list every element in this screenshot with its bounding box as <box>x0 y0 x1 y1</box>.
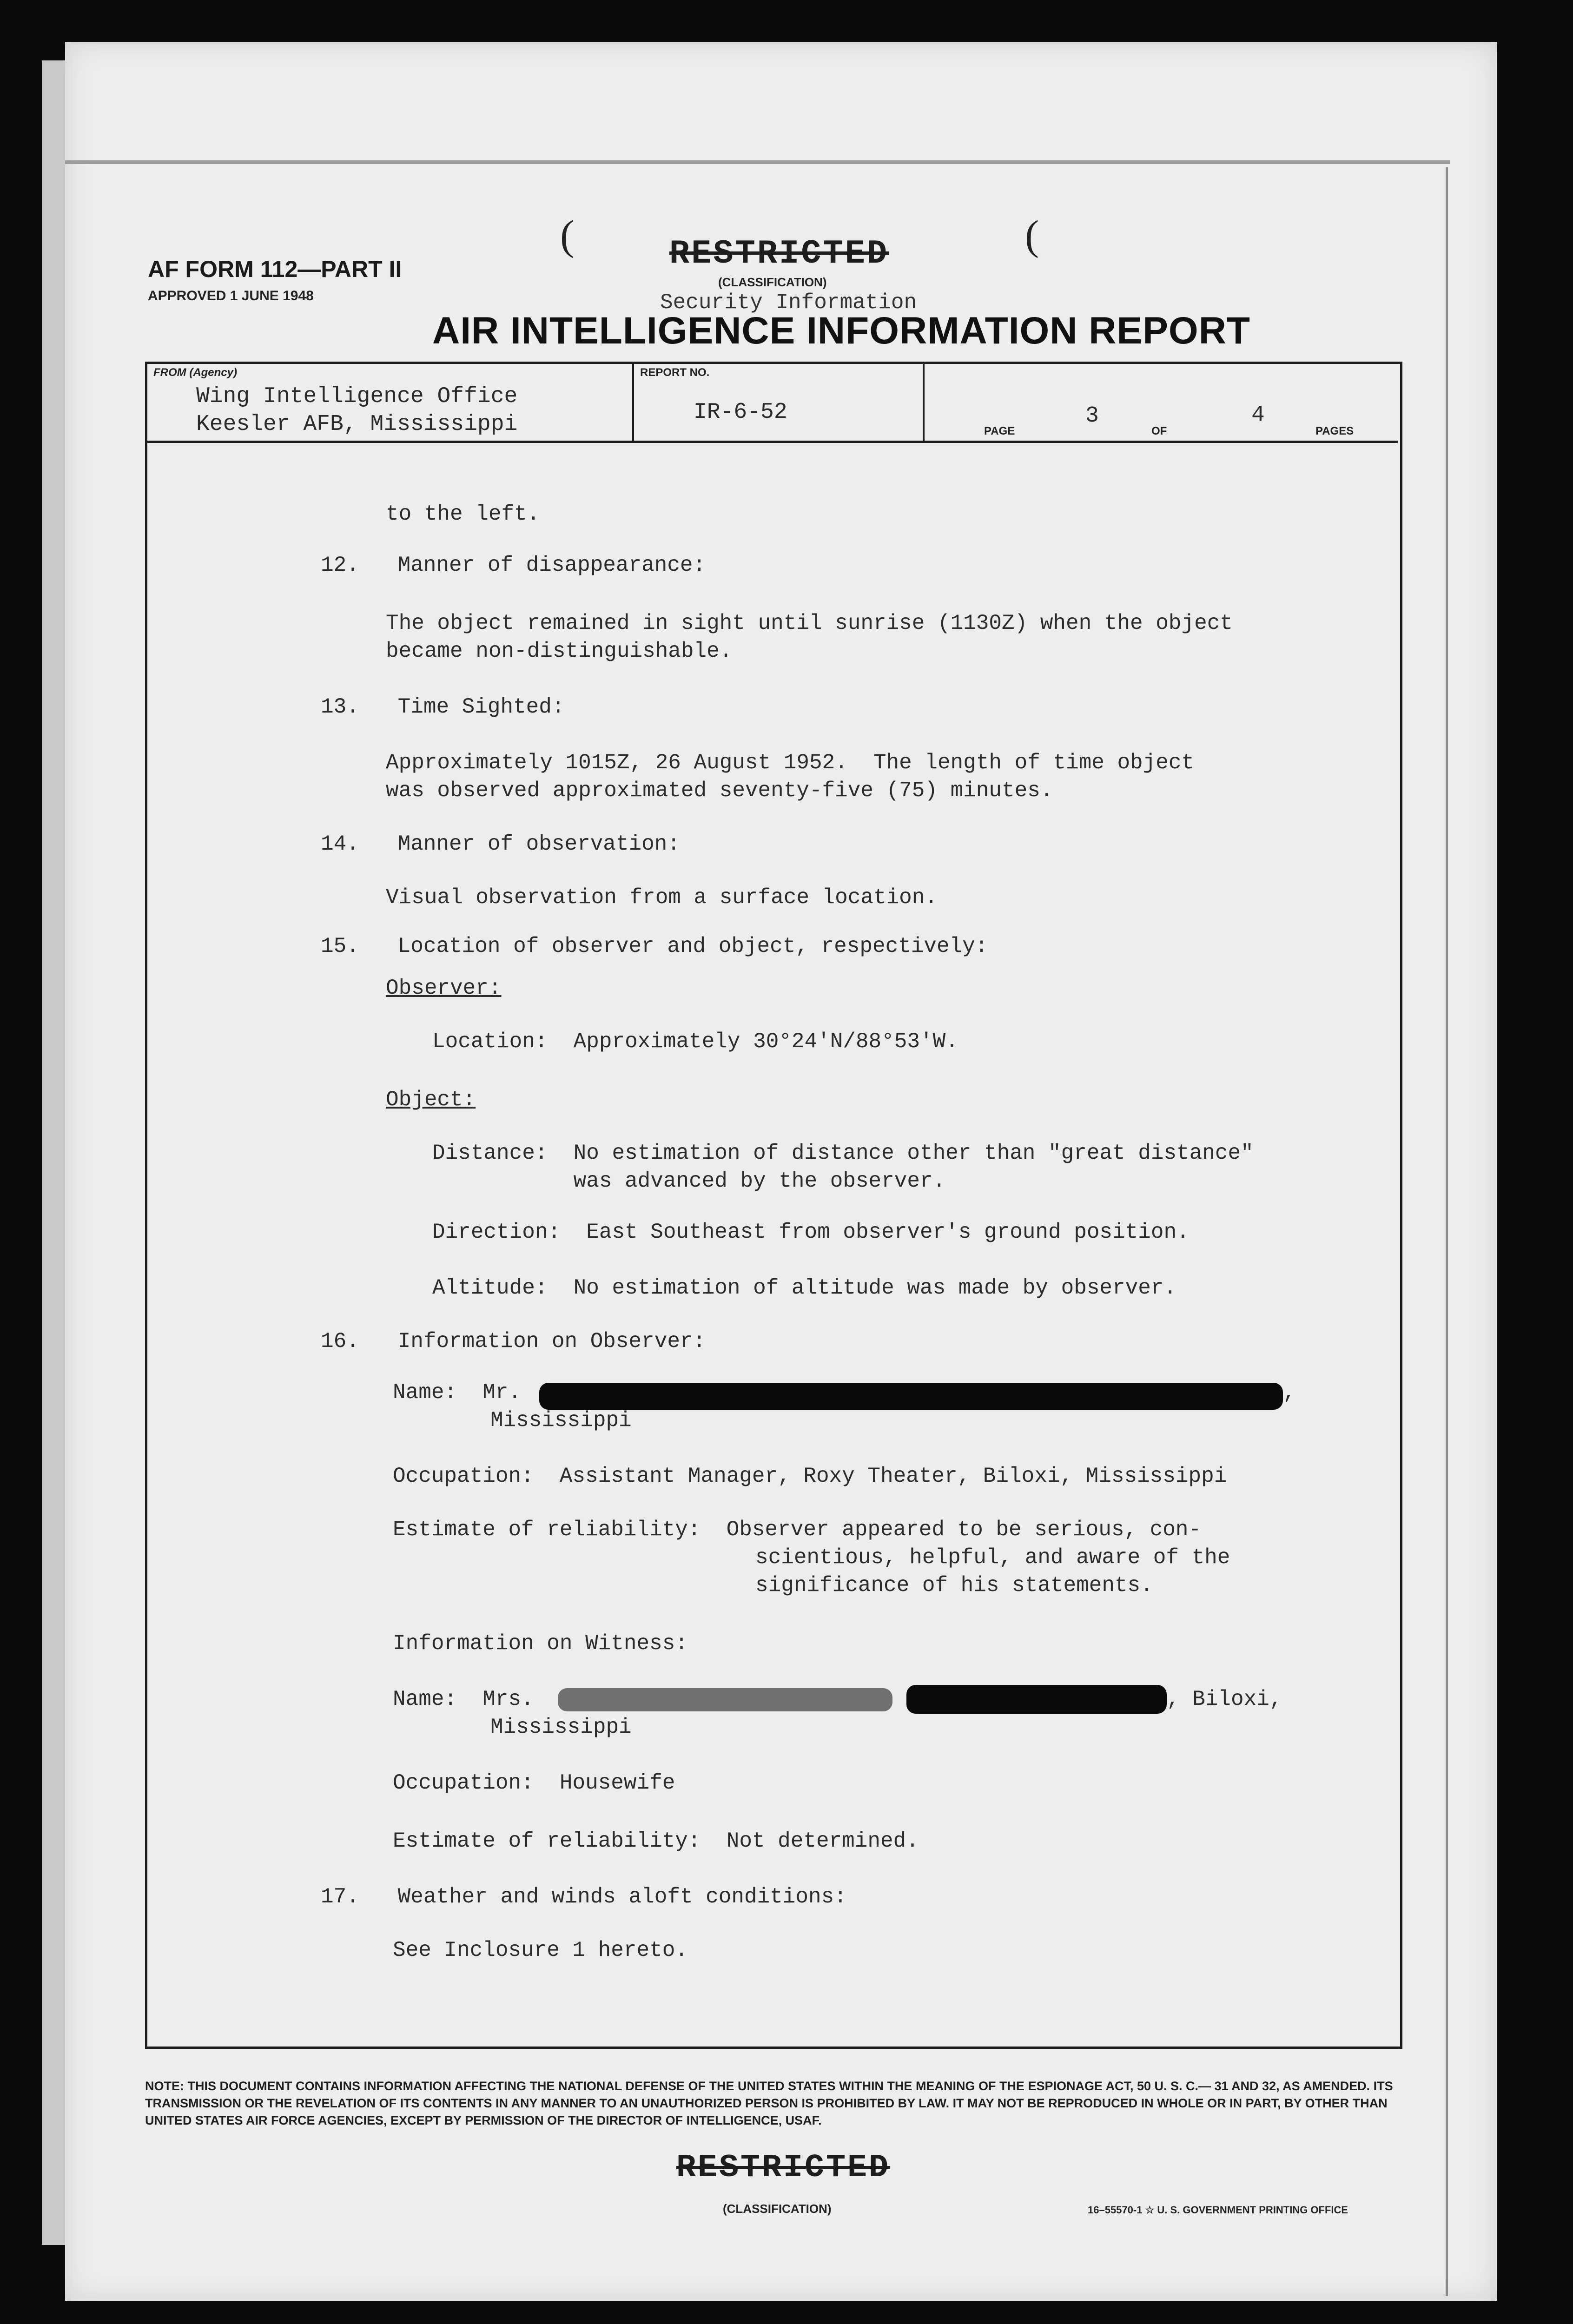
observer-subheading: Observer: <box>386 976 502 1000</box>
section-heading-12: 12. Manner of disappearance: <box>321 553 706 577</box>
witness-occupation: Occupation: Housewife <box>393 1771 675 1795</box>
object-subheading: Object: <box>386 1088 476 1112</box>
observer-name-label: Name: Mr. <box>393 1380 522 1405</box>
from-agency-line2: Keesler AFB, Mississippi <box>196 412 518 437</box>
report-number: IR-6-52 <box>694 400 787 425</box>
witness-reliability: Estimate of reliability: Not determined. <box>393 1829 919 1853</box>
body-line: was observed approximated seventy-five (75) minutes. <box>386 779 1053 803</box>
from-label: FROM (Agency) <box>153 366 237 379</box>
punch-mark-right: ( <box>1025 212 1039 258</box>
observer-name-state: Mississippi <box>490 1408 632 1433</box>
of-label: OF <box>1151 425 1167 437</box>
observer-reliability-cont: scientious, helpful, and aware of the <box>755 1545 1230 1570</box>
object-distance: Distance: No estimation of distance other than "great distance" <box>432 1141 1254 1165</box>
form-approved-date: APPROVED 1 JUNE 1948 <box>148 288 314 304</box>
gpo-imprint: 16–55570-1 ☆ U. S. GOVERNMENT PRINTING OFFICE <box>1088 2204 1348 2216</box>
section-heading-17: 17. Weather and winds aloft conditions: <box>321 1885 847 1909</box>
section-heading-13: 13. Time Sighted: <box>321 695 565 719</box>
classification-label-top: (CLASSIFICATION) <box>718 275 827 289</box>
punch-mark-left: ( <box>560 212 574 258</box>
redaction-bar <box>539 1383 1283 1410</box>
section-heading-15: 15. Location of observer and object, respectively: <box>321 934 988 958</box>
witness-name-state: Mississippi <box>490 1715 632 1739</box>
page-number: 3 <box>1085 403 1099 429</box>
witness-name-city: , Biloxi, <box>1167 1687 1282 1711</box>
observer-reliability: Estimate of reliability: Observer appeared to be serious, con- <box>393 1518 1202 1542</box>
header-divider <box>632 362 634 441</box>
body-line: Visual observation from a surface location. <box>386 885 938 910</box>
observer-reliability-cont: significance of his statements. <box>755 1573 1153 1598</box>
section-heading-16: 16. Information on Observer: <box>321 1329 706 1353</box>
object-direction: Direction: East Southeast from observer's ground position. <box>432 1220 1190 1244</box>
section-heading-14: 14. Manner of observation: <box>321 832 680 856</box>
body-line: to the left. <box>386 502 540 526</box>
observer-occupation: Occupation: Assistant Manager, Roxy Theater, Biloxi, Mississippi <box>393 1464 1227 1488</box>
object-altitude: Altitude: No estimation of altitude was made by observer. <box>432 1276 1177 1300</box>
witness-name-label: Name: Mrs. <box>393 1687 534 1711</box>
classification-stamp-bottom: RESTRICTED <box>676 2150 891 2186</box>
header-divider <box>923 362 925 441</box>
observer-location: Location: Approximately 30°24'N/88°53'W. <box>432 1030 958 1054</box>
body-line: Approximately 1015Z, 26 August 1952. The length of time object <box>386 751 1195 775</box>
page-label: PAGE <box>984 425 1015 437</box>
report-title: AIR INTELLIGENCE INFORMATION REPORT <box>432 310 1251 352</box>
security-information: Security Information <box>660 290 917 315</box>
page-edge-shadow <box>65 160 1450 164</box>
report-no-label: REPORT NO. <box>640 366 710 379</box>
report-header <box>145 362 1398 443</box>
espionage-act-note: NOTE: THIS DOCUMENT CONTAINS INFORMATION AFFECTING THE NATIONAL DEFENSE OF THE UNITED STATES WITHIN THE MEANING OF THE ESPIONAGE ACT, 50 U. S. C.— 31 AND 32, AS AMENDED. ITS TRANSMISSION OR THE REVELATION OF ITS CONTENTS IN ANY MANNER TO AN UNAUTHORIZED PERSON IS PROHIBITED BY LAW. IT MAY NOT BE REPRODUCED IN WHOLE OR IN PART, BY OTHER THAN UNITED STATES AIR FORCE AGENCIES, EXCEPT BY PERMISSION OF THE DIRECTOR OF INTELLIGENCE, USAF. <box>145 2079 1393 2127</box>
redaction-bar <box>558 1688 892 1711</box>
classification-stamp-top: RESTRICTED <box>669 235 889 273</box>
body-line: The object remained in sight until sunrise (1130Z) when the object <box>386 611 1233 635</box>
page-edge-line <box>1446 167 1448 2296</box>
form-number: AF FORM 112—PART II <box>148 256 402 282</box>
body-line: became non-distinguishable. <box>386 639 733 663</box>
object-distance-cont: was advanced by the observer. <box>432 1169 946 1193</box>
observer-name-comma: , <box>1283 1380 1296 1405</box>
total-pages: 4 <box>1251 403 1265 428</box>
body-line: See Inclosure 1 hereto. <box>393 1938 688 1962</box>
pages-label: PAGES <box>1315 425 1354 437</box>
classification-label-bottom: (CLASSIFICATION) <box>723 2202 832 2216</box>
witness-subheading: Information on Witness: <box>393 1631 688 1656</box>
redaction-bar <box>906 1685 1167 1714</box>
from-agency-line1: Wing Intelligence Office <box>196 384 518 409</box>
